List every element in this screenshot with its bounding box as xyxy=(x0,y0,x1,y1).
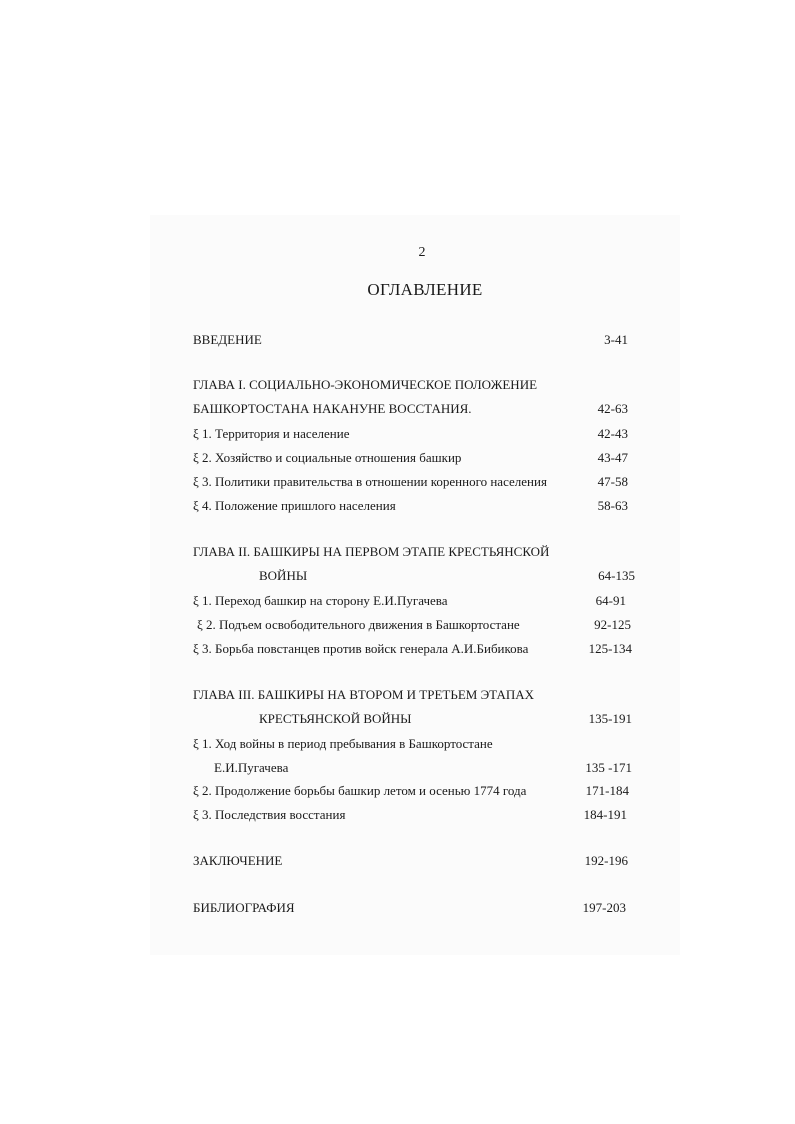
scanned-page-area xyxy=(150,215,680,955)
chapter-1-section-4-pages: 58-63 xyxy=(597,498,628,513)
page-number: 2 xyxy=(418,245,426,260)
chapter-3-title-line-1: ГЛАВА III. БАШКИРЫ НА ВТОРОМ И ТРЕТЬЕМ ЭТАПАХ xyxy=(193,687,534,702)
toc-pages-conclusion: 192-196 xyxy=(584,853,628,868)
chapter-3-section-3: ξ 3. Последствия восстания xyxy=(193,807,346,822)
chapter-2-pages: 64-135 xyxy=(598,568,635,583)
chapter-2-section-2-pages: 92-125 xyxy=(594,617,631,632)
chapter-1-section-2: ξ 2. Хозяйство и социальные отношения башкир xyxy=(193,450,462,465)
chapter-3-section-2-pages: 171-184 xyxy=(585,783,629,798)
chapter-2-section-1: ξ 1. Переход башкир на сторону Е.И.Пугачева xyxy=(193,593,448,608)
toc-pages-bibliography: 197-203 xyxy=(582,900,626,915)
chapter-2-section-3: ξ 3. Борьба повстанцев против войск генерала А.И.Бибикова xyxy=(193,641,529,656)
toc-pages-introduction: 3-41 xyxy=(604,332,628,347)
chapter-1-section-3-pages: 47-58 xyxy=(597,474,628,489)
chapter-1-title-line-2: БАШКОРТОСТАНА НАКАНУНЕ ВОССТАНИЯ. xyxy=(193,401,472,416)
chapter-3-section-3-pages: 184-191 xyxy=(583,807,627,822)
toc-entry-conclusion: ЗАКЛЮЧЕНИЕ xyxy=(193,853,283,868)
chapter-2-section-1-pages: 64-91 xyxy=(595,593,626,608)
chapter-3-title-line-2: КРЕСТЬЯНСКОЙ ВОЙНЫ xyxy=(259,711,412,726)
chapter-2-section-2: ξ 2. Подъем освободительного движения в Башкортостане xyxy=(197,617,520,632)
chapter-1-section-1: ξ 1. Территория и население xyxy=(193,426,350,441)
chapter-3-section-1-pages: 135 -171 xyxy=(585,760,632,775)
chapter-2-section-3-pages: 125-134 xyxy=(588,641,632,656)
chapter-3-section-1-line-2: Е.И.Пугачева xyxy=(214,760,289,775)
chapter-1-section-3: ξ 3. Политики правительства в отношении коренного населения xyxy=(193,474,547,489)
toc-entry-bibliography: БИБЛИОГРАФИЯ xyxy=(193,900,295,915)
toc-entry-introduction: ВВЕДЕНИЕ xyxy=(193,332,262,347)
chapter-1-section-1-pages: 42-43 xyxy=(597,426,628,441)
chapter-1-title-line-1: ГЛАВА I. СОЦИАЛЬНО-ЭКОНОМИЧЕСКОЕ ПОЛОЖЕНИЕ xyxy=(193,377,538,392)
chapter-3-section-1: ξ 1. Ход войны в период пребывания в Башкортостане xyxy=(193,736,493,751)
chapter-1-pages: 42-63 xyxy=(597,401,628,416)
chapter-1-section-4: ξ 4. Положение пришлого населения xyxy=(193,498,396,513)
chapter-3-pages: 135-191 xyxy=(588,711,632,726)
toc-title: ОГЛАВЛЕНИЕ xyxy=(367,280,483,299)
chapter-2-title-line-2: ВОЙНЫ xyxy=(259,568,308,583)
chapter-3-section-2: ξ 2. Продолжение борьбы башкир летом и осенью 1774 года xyxy=(193,783,527,798)
chapter-1-section-2-pages: 43-47 xyxy=(597,450,628,465)
chapter-2-title-line-1: ГЛАВА II. БАШКИРЫ НА ПЕРВОМ ЭТАПЕ КРЕСТЬЯНСКОЙ xyxy=(193,544,550,559)
